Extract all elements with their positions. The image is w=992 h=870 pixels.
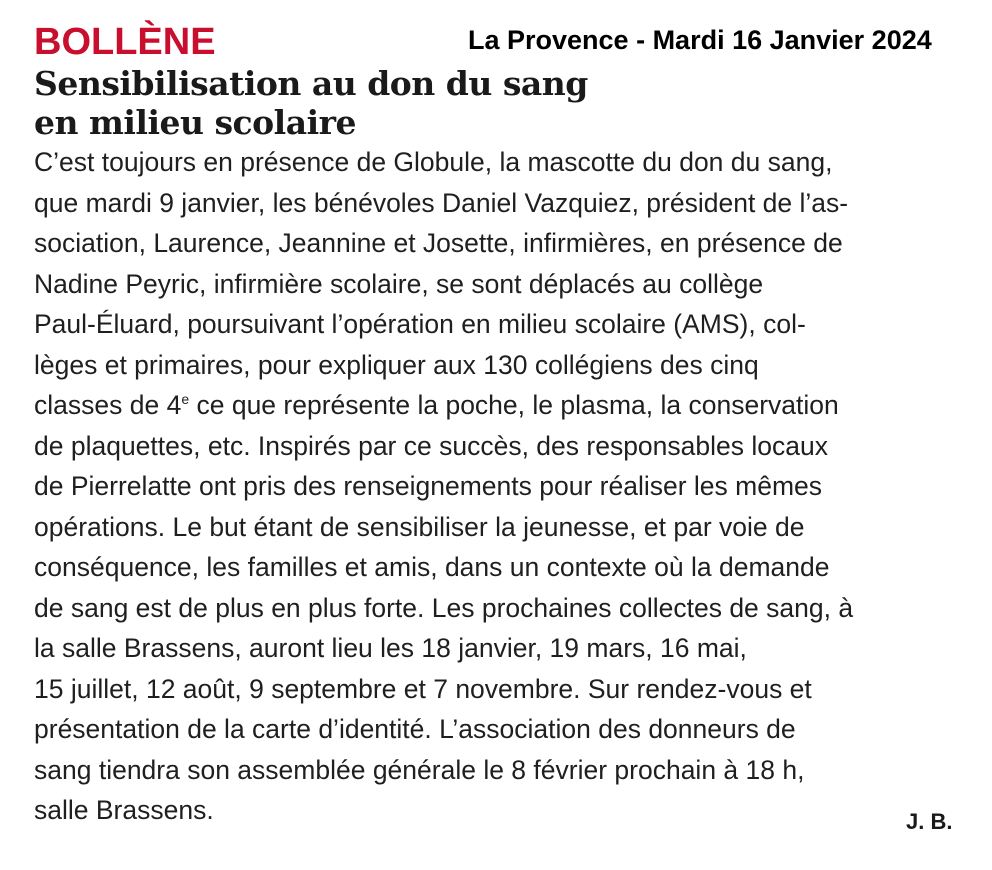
body-line: Paul-Éluard, poursuivant l’opération en milieu scolaire (AMS), col- bbox=[34, 309, 806, 339]
body-line: Nadine Peyric, infirmière scolaire, se sont déplacés au collège bbox=[34, 268, 764, 299]
body-line: que mardi 9 janvier, les bénévoles Daniel Vazquiez, président de l’as- bbox=[34, 187, 849, 218]
publication-date-line: La Provence - Mardi 16 Janvier 2024 bbox=[468, 25, 932, 55]
body-line: lèges et primaires, pour expliquer aux 130 collégiens des cinq bbox=[34, 349, 759, 380]
town-kicker: BOLLÈNE bbox=[34, 21, 216, 63]
body-line: de plaquettes, etc. Inspirés par ce succès, des responsables locaux bbox=[34, 430, 828, 461]
body-line: la salle Brassens, auront lieu les 18 janvier, 19 mars, 16 mai, bbox=[34, 633, 747, 663]
headline-line: en milieu scolaire bbox=[34, 103, 356, 142]
body-line bbox=[34, 385, 974, 426]
body-line-rest: ce que représente la poche, le plasma, la conservation bbox=[196, 390, 839, 420]
body-line: sociation, Laurence, Jeannine et Josette, infirmières, en présence de bbox=[34, 228, 843, 258]
author-initials: J. B. bbox=[906, 809, 953, 834]
body-line: C’est toujours en présence de Globule, la mascotte du don du sang, bbox=[34, 147, 833, 177]
article-body bbox=[34, 142, 974, 831]
body-line: de sang est de plus en plus forte. Les prochaines collectes de sang, à bbox=[34, 592, 854, 623]
body-line: salle Brassens. bbox=[34, 795, 214, 825]
ordinal-superscript: e bbox=[181, 391, 190, 408]
article-headline bbox=[34, 64, 934, 142]
body-line-prefix: classes de 4 bbox=[34, 390, 182, 420]
body-line: de Pierrelatte ont pris des renseignements pour réaliser les mêmes bbox=[34, 471, 823, 501]
body-line: 15 juillet, 12 août, 9 septembre et 7 novembre. Sur rendez-vous et bbox=[34, 673, 812, 704]
body-line: présentation de la carte d’identité. L’association des donneurs de bbox=[34, 714, 796, 744]
body-line: conséquence, les familles et amis, dans un contexte où la demande bbox=[34, 552, 830, 582]
headline-line: Sensibilisation au don du sang bbox=[34, 64, 588, 103]
body-line: opérations. Le but étant de sensibiliser la jeunesse, et par voie de bbox=[34, 511, 805, 542]
body-line: sang tiendra son assemblée générale le 8 février prochain à 18 h, bbox=[34, 754, 805, 785]
